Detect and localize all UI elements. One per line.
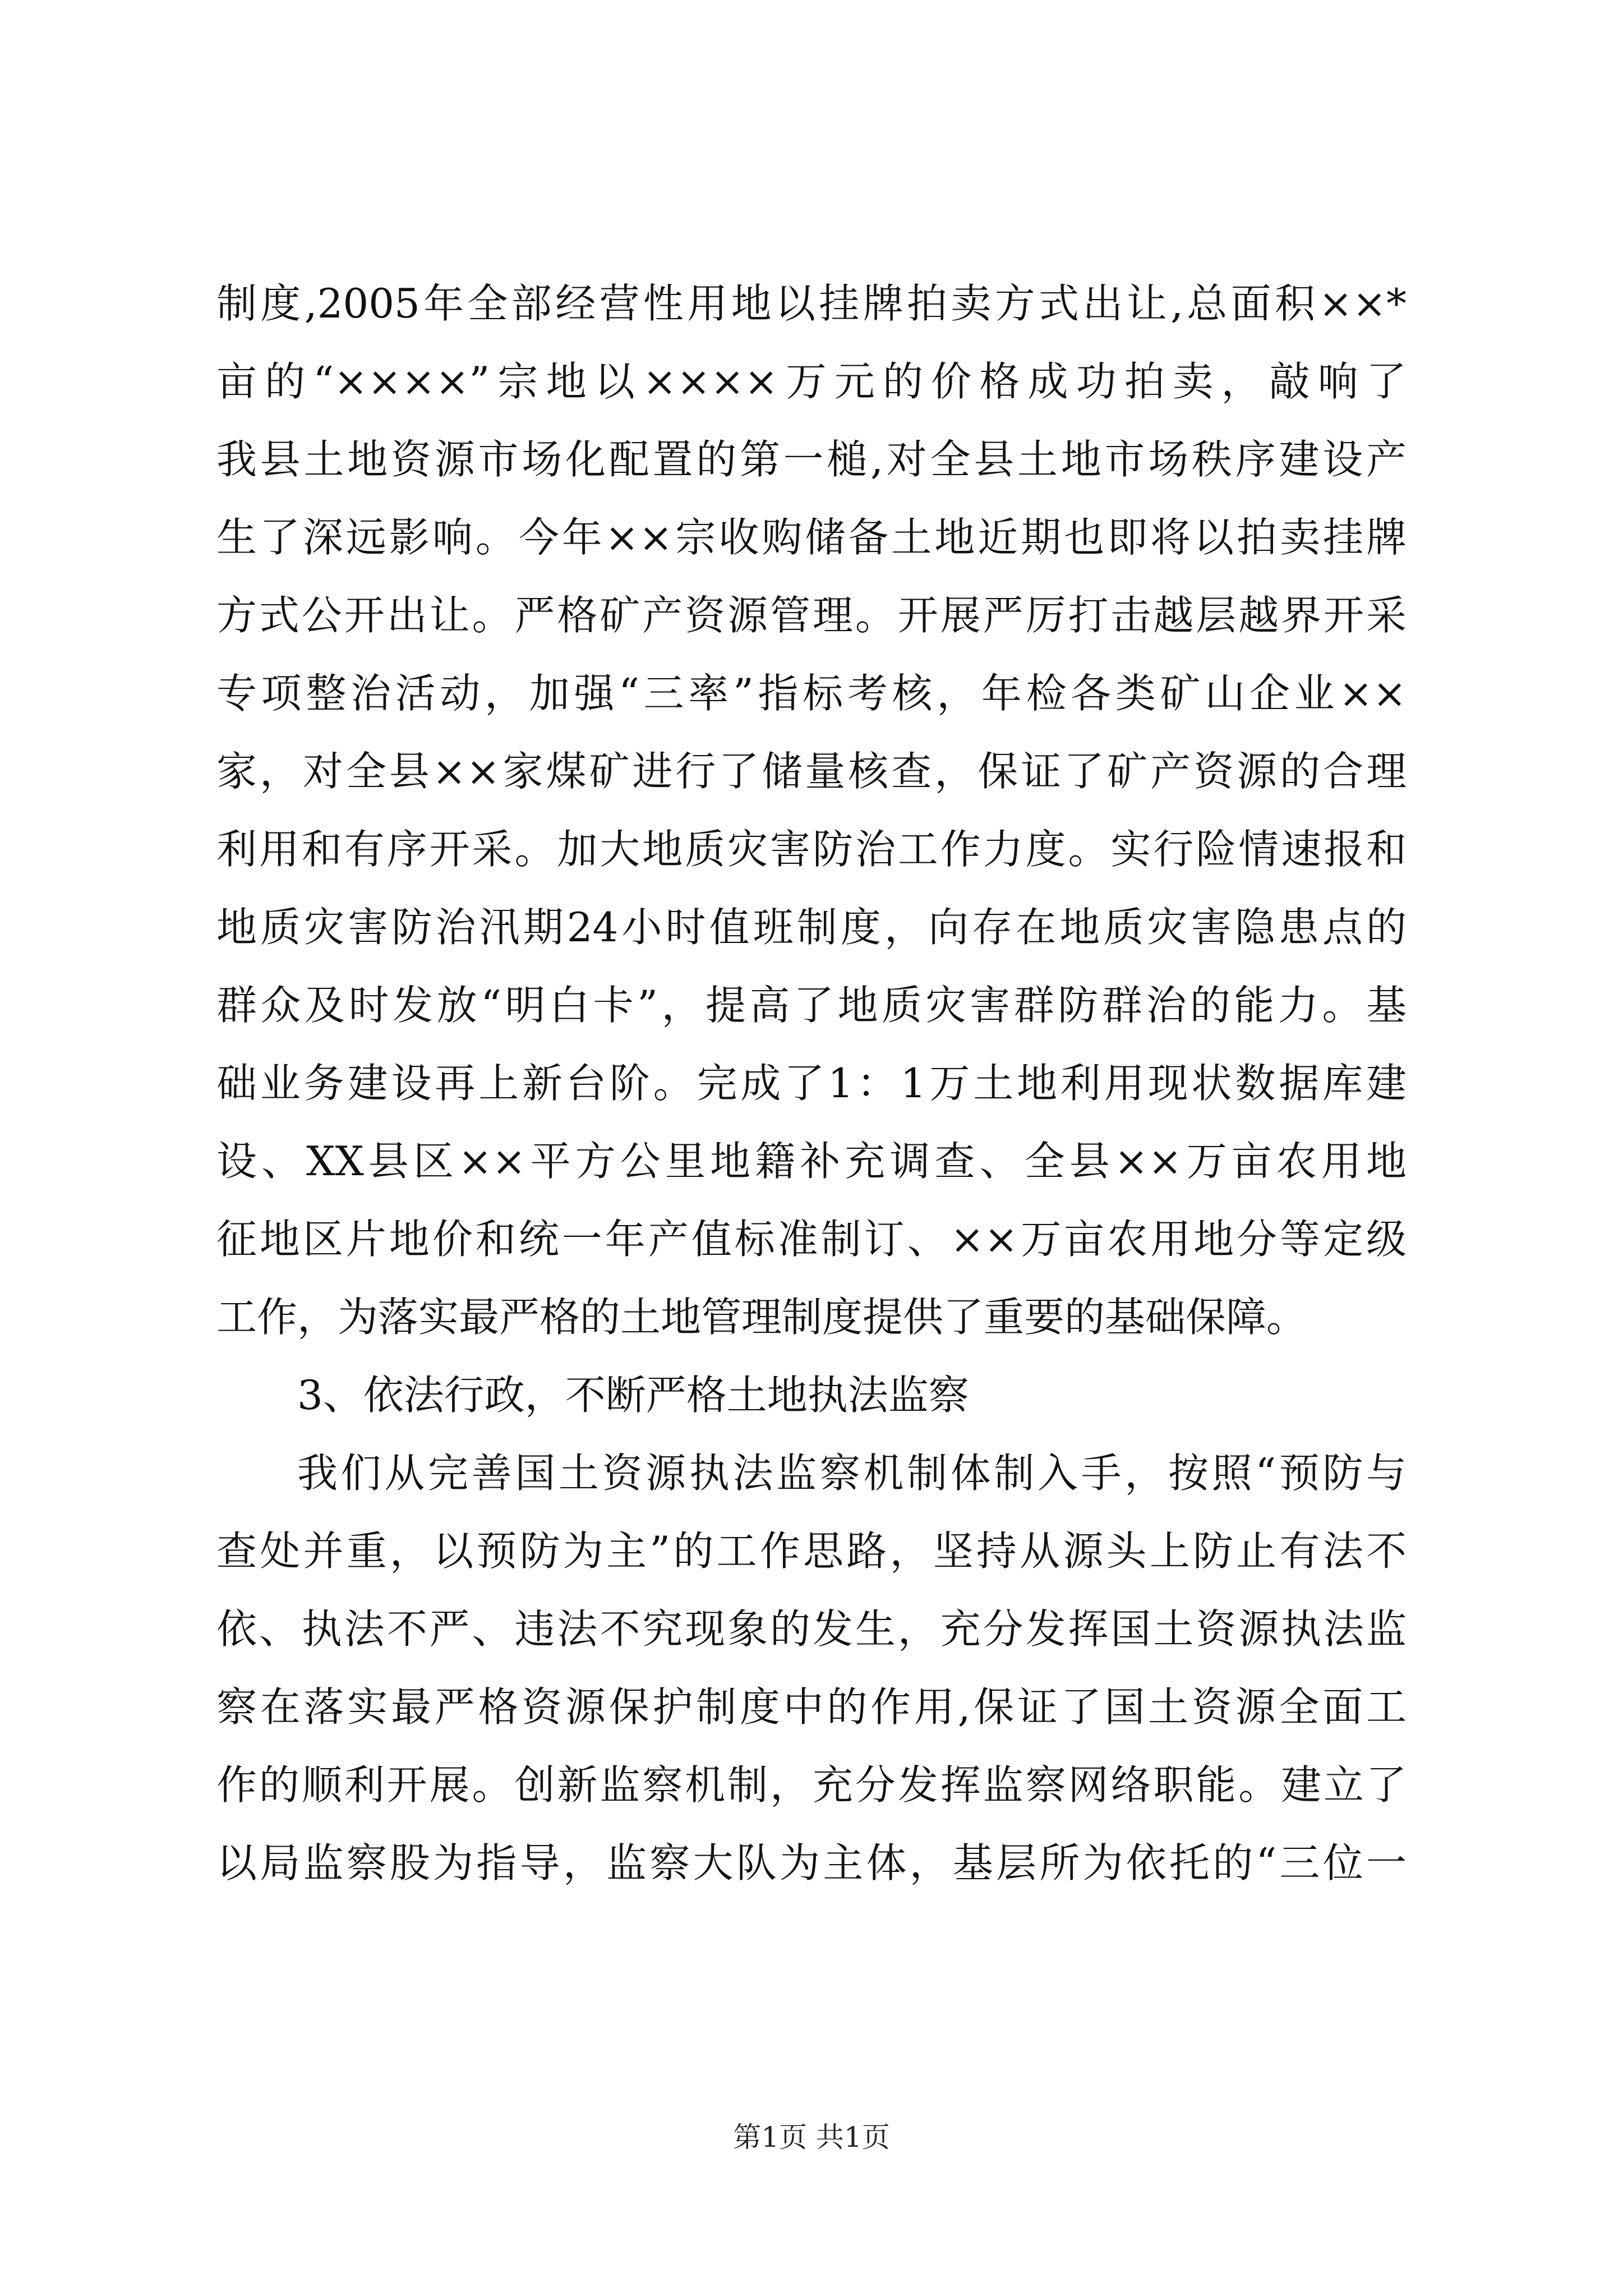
page-footer	[0, 2115, 1623, 2155]
text-line: 征地区片地价和统一年产值标准制订、××万亩农用地分等定级	[216, 1216, 1407, 1263]
text-line: 制度,2005年全部经营性用地以挂牌拍卖方式出让,总面积××*	[216, 280, 1407, 327]
text-line: 查处并重，以预防为主”的工作思路，坚持从源头上防止有法不	[216, 1527, 1407, 1575]
text-line: 工作，为落实最严格的土地管理制度提供了重要的基础保障。	[216, 1294, 1307, 1341]
text-line: 作的顺利开展。创新监察机制，充分发挥监察网络职能。建立了	[216, 1761, 1407, 1809]
body-text	[216, 265, 1407, 1902]
text-line: 群众及时发放“明白卡”，提高了地质灾害群防群治的能力。基	[216, 982, 1407, 1029]
text-line: 依、执法不严、违法不究现象的发生，充分发挥国土资源执法监	[216, 1605, 1407, 1653]
text-line: 家，对全县××家煤矿进行了储量核查，保证了矿产资源的合理	[216, 748, 1407, 795]
text-line: 以局监察股为指导，监察大队为主体，基层所为依托的“三位一	[216, 1839, 1407, 1887]
text-line: 础业务建设再上新台阶。完成了1：1万土地利用现状数据库建	[216, 1060, 1407, 1107]
text-line: 专项整治活动，加强“三率”指标考核，年检各类矿山企业××	[216, 670, 1407, 717]
text-line: 利用和有序开采。加大地质灾害防治工作力度。实行险情速报和	[216, 826, 1407, 873]
text-line: 我们从完善国土资源执法监察机制体制入手，按照“预防与	[297, 1450, 1407, 1497]
text-line: 察在落实最严格资源保护制度中的作用,保证了国土资源全面工	[216, 1683, 1407, 1731]
text-line: 亩的“××××”宗地以××××万元的价格成功拍卖，敲响了	[216, 358, 1407, 405]
text-line: 我县土地资源市场化配置的第一槌,对全县土地市场秩序建设产	[216, 436, 1407, 483]
text-line: 设、XX县区××平方公里地籍补充调查、全县××万亩农用地	[216, 1138, 1407, 1185]
text-line: 生了深远影响。今年××宗收购储备土地近期也即将以拍卖挂牌	[216, 514, 1407, 561]
text-line: 方式公开出让。严格矿产资源管理。开展严厉打击越层越界开采	[216, 592, 1407, 639]
text-line: 地质灾害防治汛期24小时值班制度，向存在地质灾害隐患点的	[216, 904, 1407, 951]
section-heading: 3、依法行政，不断严格土地执法监察	[297, 1372, 969, 1419]
page-number: 第1页 共1页	[733, 2121, 890, 2154]
